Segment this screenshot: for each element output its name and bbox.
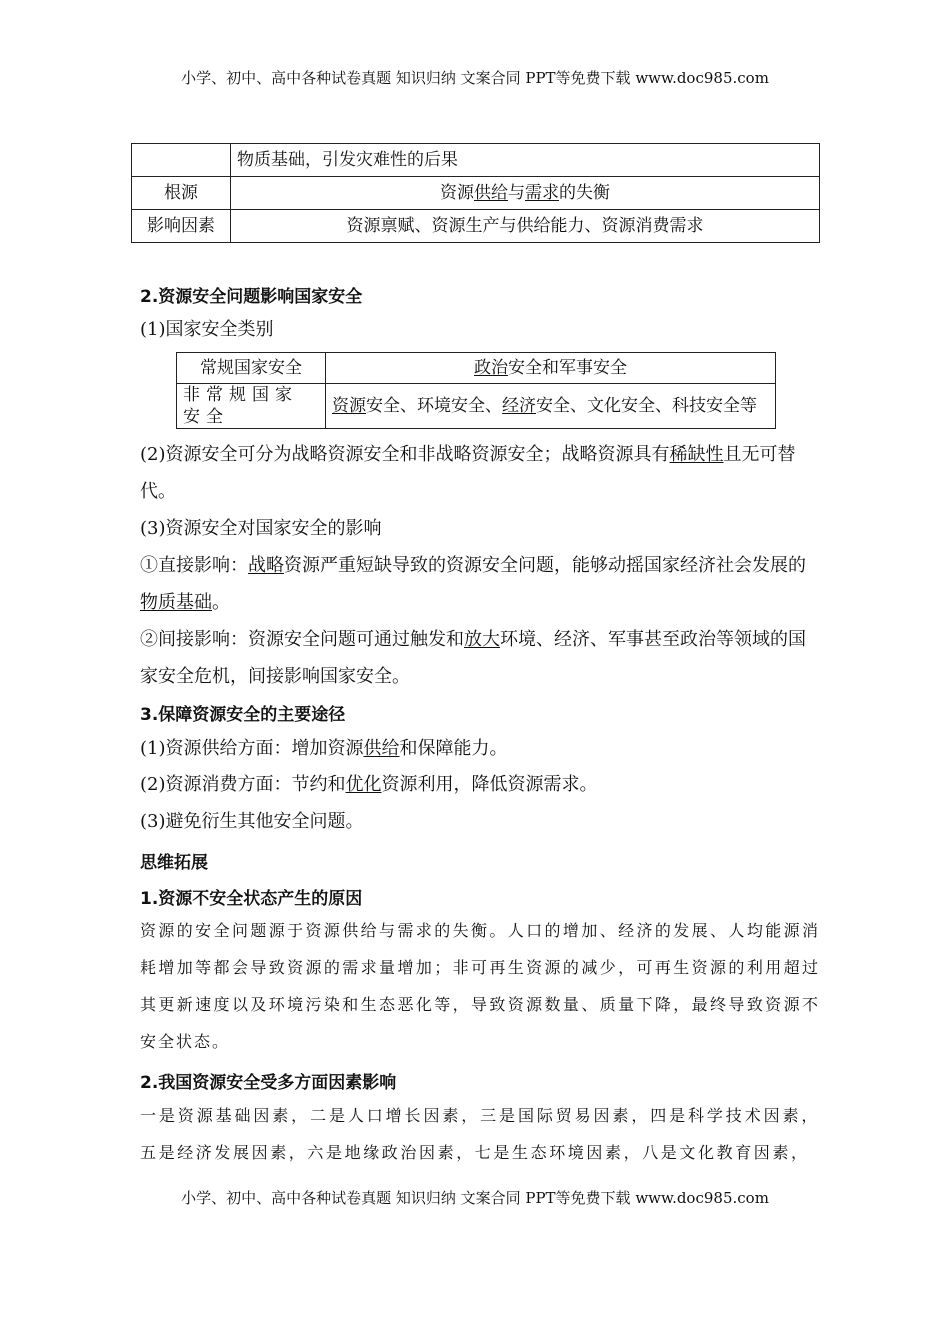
text: 且无可替代。 (140, 444, 796, 502)
resource-security-table (131, 143, 820, 243)
table-cell-label: 常规国家安全 (177, 353, 326, 384)
underlined-text: 战略 (248, 555, 284, 576)
table-cell-label: 根源 (132, 177, 231, 210)
text: 资源利用，降低资源需求。 (381, 774, 598, 795)
paragraph: 资源的安全问题源于资源供给与需求的失衡。人口的增加、经济的发展、人均能源消耗增加等都会导致资源的需求量增加；非可再生资源的减少，可再生资源的利用超过其更新速度以及环境污染和生态恶化等，导致资源数量、质量下降，最终导致资源不安全状态。 (140, 921, 820, 1051)
table-cell: 资源禀赋、资源生产与供给能力、资源消费需求 (231, 210, 820, 243)
text: (2)资源消费方面：节约和 (140, 774, 346, 795)
paragraph (140, 547, 820, 621)
section-heading: 思维拓展 (140, 853, 208, 873)
section-heading: 1.资源不安全状态产生的原因 (140, 889, 363, 909)
table-row (132, 177, 820, 210)
underlined-text: 需求 (525, 183, 559, 203)
table-row (132, 210, 820, 243)
paragraph (140, 766, 820, 803)
text: 资源严重短缺导致的资源安全问题，能够动摇国家经济社会发展的 (284, 555, 806, 576)
text: ②间接影响：资源安全问题可通过触发和 (140, 629, 464, 650)
table-cell-label: 非常规国家安全 (177, 384, 326, 429)
section-heading: 3.保障资源安全的主要途径 (140, 705, 346, 725)
text: 的失衡 (559, 183, 610, 203)
underlined-text: 放大 (464, 629, 500, 650)
section-heading: 2.资源安全问题影响国家安全 (140, 287, 363, 307)
underlined-text: 供给 (363, 738, 400, 759)
table-cell (326, 384, 776, 429)
paragraph: (3)资源安全对国家安全的影响 (140, 518, 382, 539)
text: 与 (508, 183, 525, 203)
underlined-text: 政治 (474, 358, 508, 378)
paragraph (140, 436, 820, 510)
underlined-text: 供给 (474, 183, 508, 203)
paragraph (140, 730, 820, 767)
paragraph: (1)国家安全类别 (140, 319, 274, 340)
table-row (132, 144, 820, 177)
table-cell-label: 影响因素 (132, 210, 231, 243)
paragraph: (3)避免衍生其他安全问题。 (140, 811, 364, 832)
text: 环境、经济、军事甚至政治等领域的国家安全危机，间接影响国家安全。 (140, 629, 806, 687)
section-heading: 2.我国资源安全受多方面因素影响 (140, 1073, 397, 1093)
page-footer: 小学、初中、高中各种试卷真题 知识归纳 文案合同 PPT等免费下载 www.doc985.com (181, 1189, 769, 1207)
text: 资源 (440, 183, 474, 203)
table-row (177, 353, 776, 384)
underlined-text: 稀缺性 (669, 444, 724, 465)
text: 安全、环境安全、 (366, 396, 502, 416)
table-row (177, 384, 776, 429)
paragraph (140, 621, 820, 695)
national-security-table (176, 352, 776, 429)
table-cell (326, 353, 776, 384)
text: ①直接影响： (140, 555, 248, 576)
text: 和保障能力。 (399, 738, 508, 759)
page-header: 小学、初中、高中各种试卷真题 知识归纳 文案合同 PPT等免费下载 www.doc985.com (181, 69, 769, 87)
text: 安全和军事安全 (508, 358, 627, 378)
underlined-text: 优化 (345, 774, 382, 795)
table-cell-empty (132, 144, 231, 177)
text: 安全、文化安全、科技安全等 (536, 396, 757, 416)
table-cell: 物质基础，引发灾难性的后果 (231, 144, 820, 177)
text: 。 (212, 592, 230, 613)
table-cell (231, 177, 820, 210)
underlined-text: 资源 (332, 396, 366, 416)
underlined-text: 物质基础 (140, 592, 212, 613)
text: (2)资源安全可分为战略资源安全和非战略资源安全；战略资源具有 (140, 444, 670, 465)
text: (1)资源供给方面：增加资源 (140, 738, 364, 759)
paragraph: 一是资源基础因素，二是人口增长因素，三是国际贸易因素，四是科学技术因素，五是经济发展因素，六是地缘政治因素，七是生态环境因素，八是文化教育因素， (140, 1106, 820, 1162)
underlined-text: 经济 (502, 396, 536, 416)
